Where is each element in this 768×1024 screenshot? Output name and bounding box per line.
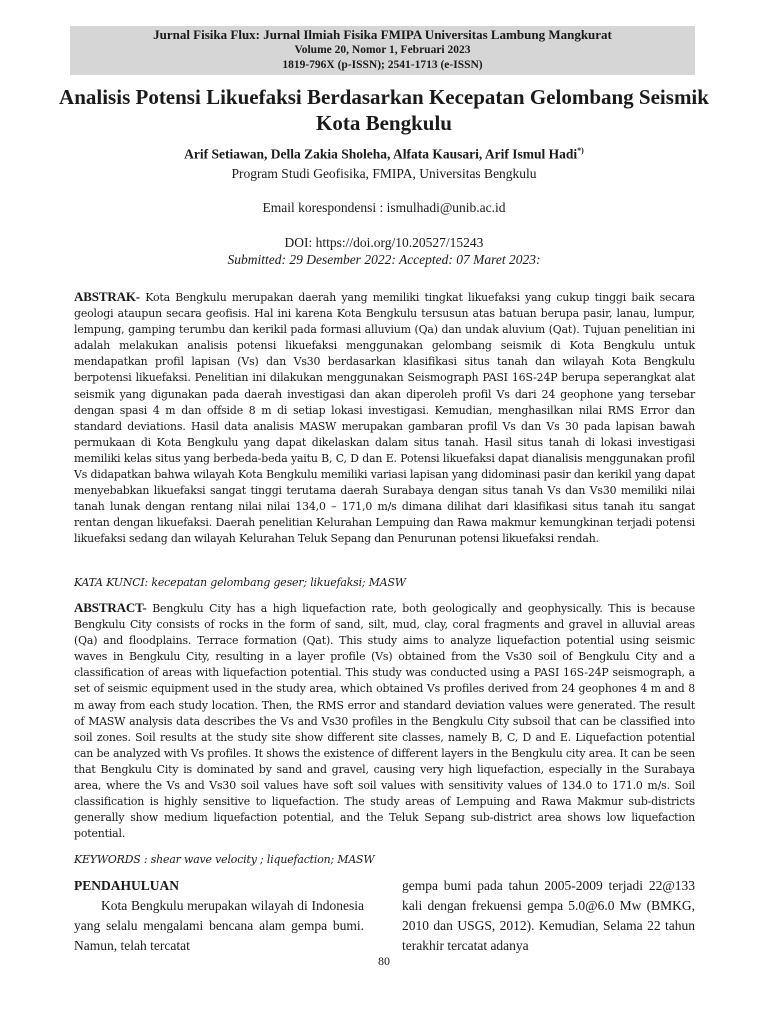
- doi-line: DOI: https://doi.org/10.20527/15243: [284, 235, 484, 250]
- abstract-label: ABSTRACT-: [74, 600, 147, 615]
- authors-text: Arif Setiawan, Della Zakia Sholeha, Alfata Kausari, Arif Ismul Hadi: [184, 146, 578, 162]
- author-list: [40, 146, 728, 163]
- abstrak-label: ABSTRAK-: [74, 289, 140, 304]
- corresponding-mark: *): [577, 146, 584, 155]
- kata-kunci: KATA KUNCI: kecepatan gelombang geser; likuefaksi; MASW: [74, 576, 406, 589]
- abstract-paragraph: [74, 600, 695, 842]
- journal-issn: 1819-796X (p-ISSN); 2541-1713 (e-ISSN): [282, 59, 483, 71]
- intro-left-column: [74, 876, 364, 956]
- page-number: 80: [378, 954, 390, 968]
- abstrak-paragraph: [74, 289, 695, 548]
- journal-name: Jurnal Fisika Flux: Jurnal Ilmiah Fisika FMIPA Universitas Lambung Mangkurat: [153, 27, 612, 42]
- affiliation: Program Studi Geofisika, FMIPA, Universitas Bengkulu: [231, 166, 537, 181]
- submission-dates: Submitted: 29 Desember 2022: Accepted: 07 Maret 2023:: [227, 252, 541, 267]
- abstract-text: Bengkulu City has a high liquefaction rate, both geologically and geophysically. This is because Bengkulu City consists of rocks in the form of sand, silt, mud, clay, coral fragments and gravel in alluvial areas (Qa) and floodplains. Terrace formation (Qat). This study aims to analyze liquefaction potential using seismic waves in Bengkulu City, resulting in a layer profile (Vs) obtained from the Vs30 soil of Bengkulu City and a classification of areas with liquefaction potential. This study was conducted using a PASI 16S-24P seismograph, a set of seismic equipment used in the study area, which obtained Vs profiles derived from 24 geophones 4 m and 8 m away from each study location. Then, the RMS error and standard deviation values were generated. The result of MASW analysis data describes the Vs and Vs30 profiles in the Bengkulu City subsoil that can be classified into soil zones. Soil results at the study site show different site classes, namely B, C, D and E. Liquefaction potential can be analyzed with Vs profiles. It shows the existence of different layers in the Bengkulu city area. It can be seen that Bengkulu City is dominated by sand and gravel, causing very high liquefaction, especially in the Surabaya area, where the Vs and Vs30 soil values have soft soil values with sensitivity values of 134.0 to 171.0 m/s. Soil classification is highly sensitive to liquefaction. The study areas of Lempuing and Rawa Makmur sub-districts generally show medium liquefaction potential, and the Teluk Sepang sub-district area shows low liquefaction potential.: [74, 602, 695, 841]
- keywords: KEYWORDS : shear wave velocity ; liquefaction; MASW: [74, 853, 375, 866]
- section-heading: PENDAHULUAN: [74, 878, 180, 893]
- intro-right-text: gempa bumi pada tahun 2005-2009 terjadi 22@133 kali dengan frekuensi gempa 5.0@6.0 Mw (BMKG, 2010 dan USGS, 2012). Kemudian, Selama 22 tahun terakhir tercatat adanya: [402, 878, 695, 953]
- abstrak-text: Kota Bengkulu merupakan daerah yang memiliki tingkat likuefaksi yang cukup tinggi baik secara geologi ataupun secara geofisis. Hal ini karena Kota Bengkulu tersusun atas batuan berupa pasir, lanau, lumpur, lempung, gamping terumbu dan kerikil pada formasi alluvium (Qa) dan undak aluvium (Qat). Tujuan penelitian ini adalah melakukan analisis potensi likuefaksi menggunakan gelombang seismik di Kota Bengkulu untuk mendapatkan profil lapisan (Vs) dan Vs30 berdasarkan klasifikasi situs tanah dan wilayah Kota Bengkulu berpotensi likuefaksi. Penelitian ini dilakukan menggunakan Seismograph PASI 16S-24P berupa seperangkat alat seismik yang digunakan pada daerah investigasi dan akan diperoleh profil Vs dari 24 geophone yang tersebar dengan spasi 4 m dan offside 8 m di setiap lokasi investigasi. Kemudian, menghasilkan nilai RMS Error dan standard deviations. Hasil data analisis MASW merupakan gambaran profil Vs dan Vs 30 pada lapisan bawah permukaan di Kota Bengkulu yang dapat dikelaskan dalam situs tanah. Hasil situs tanah di lokasi investigasi memiliki kelas situs yang berbeda-beda yaitu B, C, D dan E. Potensi likuefaksi dapat dianalisis menggunakan profil Vs didapatkan bahwa wilayah Kota Bengkulu memiliki variasi lapisan yang didominasi pasir dan kerikil yang dapat menyebabkan likuefaksi sangat tinggi terutama daerah Surabaya dengan situs tanah Vs dan Vs30 memiliki nilai tanah lunak dengan rentang nilai nilai 134,0 – 171,0 m/s dimana dilihat dari klasifikasi situs tanah itu sangat rentan dengan likuefaksi. Daerah penelitian Kelurahan Lempuing dan Rawa makmur kemungkinan terjadi potensi likuefaksi sedang dan wilayah Kelurahan Teluk Sepang dan Penurunan potensi likuefaksi rendah.: [74, 291, 696, 546]
- correspondence-email: Email korespondensi : ismulhadi@unib.ac.id: [262, 200, 506, 215]
- journal-volume: Volume 20, Nomor 1, Februari 2023: [294, 44, 471, 56]
- paper-title: Analisis Potensi Likuefaksi Berdasarkan Kecepatan Gelombang Seismik Kota Bengkulu: [59, 85, 709, 135]
- intro-left-text: Kota Bengkulu merupakan wilayah di Indonesia yang selalu mengalami bencana alam gempa bumi. Namun, telah tercatat: [74, 898, 364, 953]
- journal-header: [70, 26, 695, 75]
